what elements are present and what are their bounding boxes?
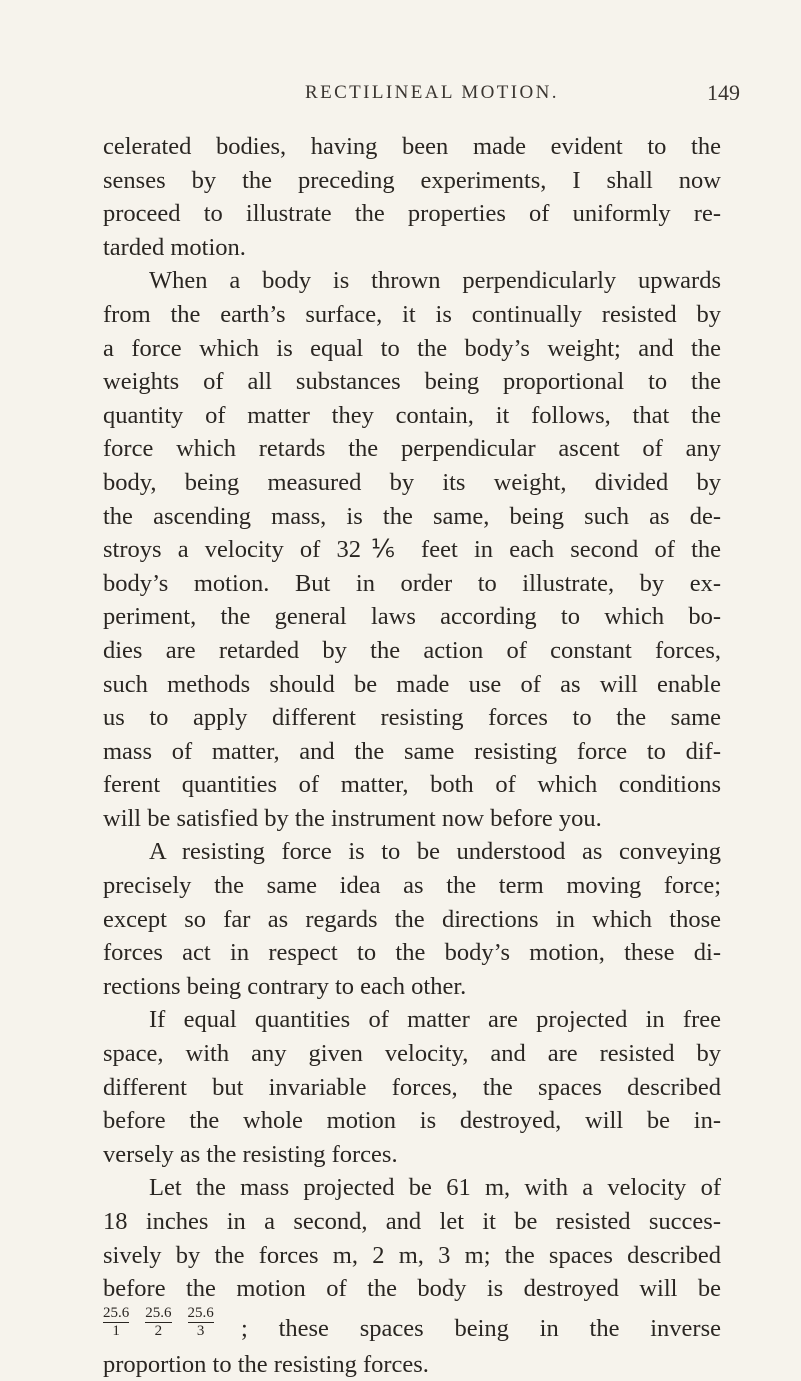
text-line: celerated bodies, having been made evident to the [103,133,721,160]
paragraph [103,835,721,1003]
text-line: except so far as regards the directions in which those [103,905,721,933]
text-line: the ascending mass, is the same, being such as de- [103,502,721,530]
text-line: space, with any given velocity, and are resisted by [103,1040,721,1068]
text-line: body’s motion. But in order to illustrate, by ex- [103,569,721,597]
fraction-denominator: 1 [103,1322,129,1338]
text-line: periment, the general laws according to which bo- [103,603,721,631]
text-line: force which retards the perpendicular ascent of any [103,435,721,463]
fraction-line [103,1306,721,1348]
final-line: proportion to the resisting forces. [103,1350,429,1378]
text-line: different but invariable forces, the spaces described [103,1073,721,1101]
text-line: quantity of matter they contain, it follows, that the [103,401,721,429]
fraction-line-tail: ; these spaces being in the inverse [241,1314,721,1342]
paragraph [103,1171,721,1305]
paragraph [103,130,721,264]
text-line: ferent quantities of matter, both of which conditions [103,771,721,799]
text-line: proceed to illustrate the properties of uniformly re- [103,200,721,228]
text-line: such methods should be made use of as will enable [103,670,721,698]
fraction-numerator: 25.6 [187,1304,214,1321]
text-line: a force which is equal to the body’s weight; and the [103,334,721,362]
fraction-denominator: 3 [188,1322,214,1338]
paragraph [103,1003,721,1171]
fraction-numerator: 25.6 [145,1304,172,1321]
text-line: A resisting force is to be understood as conveying [149,838,721,866]
paragraph [103,264,721,835]
text-line: tarded motion. [103,233,246,261]
text-line: will be satisfied by the instrument now before you. [103,804,602,832]
fraction-denominator: 2 [145,1322,171,1338]
text-line: us to apply different resisting forces to the same [103,704,721,732]
text-line: stroys a velocity of 32⅙ feet in each second of the [103,536,721,564]
body-text [103,130,721,1381]
text-line: mass of matter, and the same resisting force to dif- [103,737,721,765]
text-line: versely as the resisting forces. [103,1140,398,1168]
text-line: 18 inches in a second, and let it be resisted succes- [103,1208,721,1235]
text-line: before the whole motion is destroyed, will be in- [103,1107,721,1135]
text-line: body, being measured by its weight, divided by [103,468,721,496]
text-line: sively by the forces m, 2 m, 3 m; the spaces described [103,1241,721,1269]
text-line: weights of all substances being proportional to the [103,368,721,396]
text-line: rections being contrary to each other. [103,972,467,1000]
running-title: RECTILINEAL MOTION. [305,82,559,103]
text-line: from the earth’s surface, it is continually resisted by [103,300,721,328]
page-number: 149 [707,80,740,105]
text-line: forces act in respect to the body’s motion, these di- [103,939,721,967]
text-line: Let the mass projected be 61 m, with a velocity of [149,1174,721,1202]
fraction [188,1306,214,1338]
page-header [0,82,801,116]
fraction-group [103,1306,230,1340]
fraction [145,1306,171,1338]
fraction-numerator: 25.6 [103,1304,130,1321]
text-line: When a body is thrown perpendicularly upwards [149,267,721,295]
text-line: dies are retarded by the action of constant forces, [103,636,721,664]
text-line: senses by the preceding experiments, I shall now [103,166,721,194]
text-line: before the motion of the body is destroyed will be [103,1275,721,1303]
fraction [103,1306,129,1338]
text-line: precisely the same idea as the term moving force; [103,872,721,900]
text-line: If equal quantities of matter are projected in free [149,1006,721,1034]
